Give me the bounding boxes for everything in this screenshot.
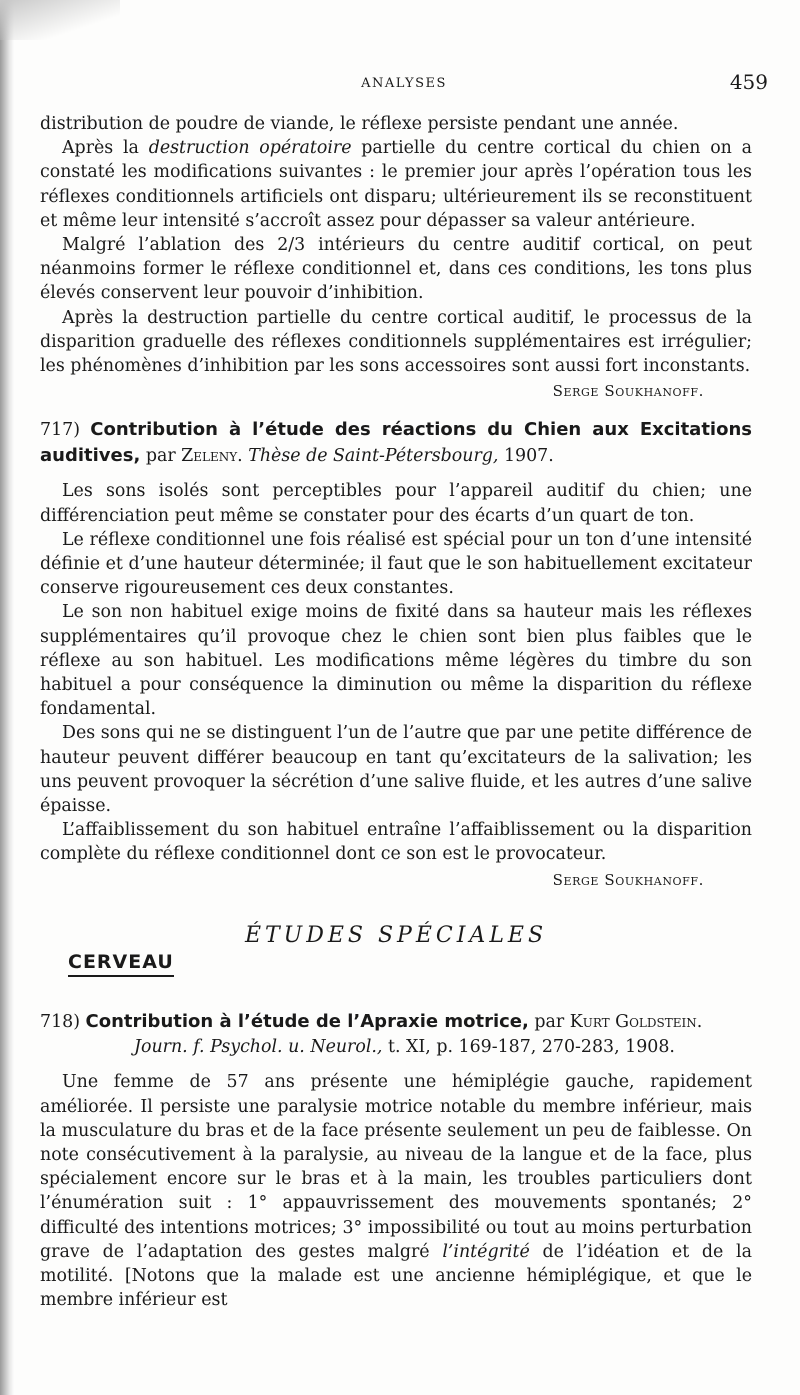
paragraph: distribution de poudre de viande, le réflexe persiste pendant une année.	[40, 114, 679, 134]
article-number: 717)	[40, 420, 80, 441]
article-author: Zeleny	[181, 446, 238, 467]
article-heading-718: 718) Contribution à l’étude de l’Apraxie motrice, par Kurt Goldstein. Journ. f. Psychol. u. Neurol., t. XI, p. 169-187, 270-283, 1908.	[40, 1009, 752, 1060]
emphasis: l’intégrité	[442, 1241, 530, 1262]
paragraph: Les sons isolés sont perceptibles pour l’appareil auditif du chien; une différenciation peut même se constater pour des écarts d’un quart de ton.	[40, 481, 752, 526]
page-binding-shadow	[0, 0, 14, 1395]
page-corner-shadow	[0, 0, 120, 40]
article-citation	[40, 1035, 752, 1060]
paragraph: Le réflexe conditionnel une fois réalisé est spécial pour un ton d’une intensité définie et d’une hauteur déterminée; il faut que le son habituellement excitateur conserve rigoureusement ces deux constantes.	[40, 529, 752, 599]
page-number: 459	[729, 70, 768, 94]
article-title: Contribution à l’étude des réactions du Chien aux Excitations auditives,	[40, 419, 752, 467]
signature: Serge Soukhanoff.	[552, 382, 704, 401]
paragraph: Des sons qui ne se distinguent l’un de l’autre que par une petite différence de hauteur peuvent différer beaucoup en tant qu’excitateurs de la salivation; les uns peuvent provoquer la sécrétion d’une salive fluide, et les autres d’une salive épaisse.	[40, 723, 752, 817]
article-year: 1907.	[498, 446, 554, 467]
running-title: ANALYSES	[361, 76, 447, 91]
rubric-heading: CERVEAU	[68, 950, 174, 977]
article-title: Contribution à l’étude de l’Apraxie motrice,	[85, 1011, 529, 1033]
paragraph: Après la destruction opératoire partielle du centre cortical du chien on a constaté les modifications suivantes : le premier jour après l’opération tous les réflexes conditionnels artificiels ont disparu; ultérieurement ils se reconstituent et même leur intensité s’accroît assez pour dépasser sa valeur antérieure.	[40, 138, 753, 231]
paragraph: Une femme de 57 ans présente une hémiplégie gauche, rapidement améliorée. Il persiste une paralysie motrice notable du membre inférieur, mais la musculature du bras et de la face présente seulement un peu de faiblesse. On note consécutivement à la paralysie, au niveau de la langue et de la face, plus spécialement encore sur le bras et à la main, les troubles particuliers dont l’énumération suit : 1° appauvrissement des mouvements spontanés; 2° difficulté des intentions motrices; 3° impossibilité ou tout au moins perturbation grave de l’adaptation des gestes malgré l’intégrité de l’idéation et de la motilité. [Notons que la malade est une ancienne hémiplégique, et que le membre inférieur est	[40, 1072, 752, 1311]
signature: Serge Soukhanoff.	[552, 870, 704, 889]
emphasis: destruction opératoire	[148, 138, 352, 159]
article-heading-717: 717) Contribution à l’étude des réactions du Chien aux Excitations auditives, par Zeleny. Thèse de Saint-Pétersbourg, 1907.	[40, 419, 752, 467]
paragraph: Malgré l’ablation des 2/3 intérieurs du centre auditif cortical, on peut néanmoins former le réflexe conditionnel et, dans ces conditions, les tons plus élevés conservent leur pouvoir d’inhibition.	[40, 235, 752, 304]
article-source: Journ. f. Psychol. u. Neurol.,	[134, 1037, 383, 1058]
text-column	[40, 112, 752, 1312]
paragraph: L’affaiblissement du son habituel entraîne l’affaiblissement ou la disparition complète du réflexe conditionnel dont ce son est le provocateur.	[40, 820, 752, 865]
article-reference: t. XI, p. 169-187, 270-283, 1908.	[382, 1037, 675, 1058]
paragraph: Après la destruction partielle du centre cortical auditif, le processus de la disparition graduelle des réflexes conditionnels supplémentaires est irrégulier; les phénomènes d’inhibition par les sons accessoires sont aussi fort inconstants.	[40, 307, 752, 377]
article-author: Kurt Goldstein.	[569, 1012, 703, 1033]
article-number: 718)	[40, 1012, 80, 1033]
section-title: ÉTUDES SPÉCIALES	[244, 922, 548, 948]
article-source: Thèse de Saint-Pétersbourg,	[248, 446, 499, 467]
running-header	[40, 70, 768, 96]
paragraph: Le son non habituel exige moins de fixité dans sa hauteur mais les réflexes supplémentaires qu’il provoque chez le chien sont bien plus faibles que le réflexe au son habituel. Les modifications même légères du timbre du son habituel a pour conséquence la diminution ou même la disparition du réflexe fondamental.	[40, 602, 752, 720]
